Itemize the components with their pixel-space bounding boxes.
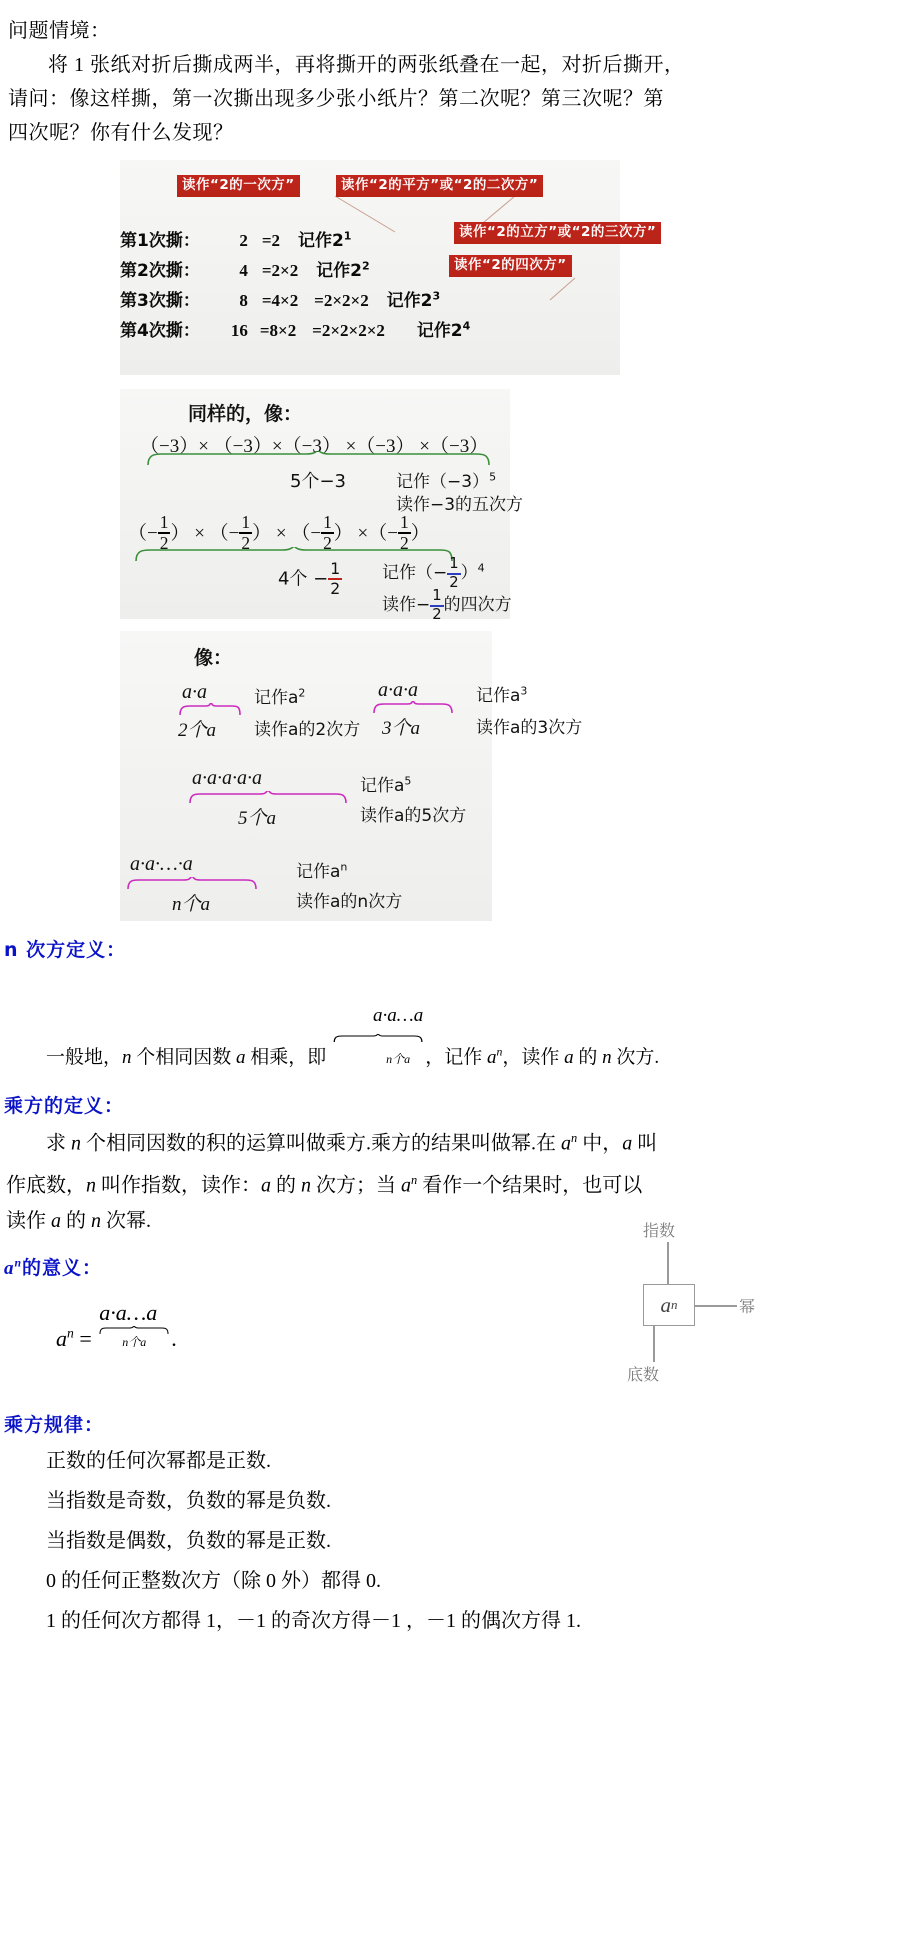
- an-eq-period: .: [171, 1326, 177, 1352]
- a-count-3: 5个a: [238, 808, 277, 829]
- note-neg3: [396, 467, 496, 492]
- fraction-half-1: $\frac{1}{2}$: [159, 512, 169, 554]
- diagram-power-box: [643, 1284, 695, 1326]
- a-note-4-exp: n: [340, 860, 348, 874]
- an-underbrace-label: n个a: [122, 1335, 147, 1350]
- pow1-a2: a: [561, 1132, 571, 1155]
- a-expr-3: a·a·a·a·a: [192, 767, 262, 789]
- tear-row-4: [120, 316, 470, 341]
- pow2-e: 的: [271, 1174, 301, 1197]
- callout-power-3: 读作“2的立方”或“2的三次方”: [454, 222, 661, 244]
- note-half-pre: 记作（−: [382, 562, 448, 583]
- nth-body-12: 次方.: [611, 1047, 660, 1068]
- an-heading-exp: n: [14, 1256, 23, 1270]
- power-rules-list: [0, 1441, 907, 1641]
- an-eq-exp: n: [67, 1325, 74, 1341]
- pow3-e: 次幂.: [101, 1210, 151, 1233]
- fraction-half-read: $\frac{1}{2}$: [432, 587, 442, 623]
- pow2-c: 叫作指数，读作：: [96, 1174, 261, 1197]
- tear-row-1-value: 2: [239, 231, 248, 250]
- tear-row-4-exp: 4: [462, 319, 471, 333]
- pow3-n: n: [91, 1210, 101, 1233]
- fraction-half-4: $\frac{1}{2}$: [399, 512, 409, 554]
- tear-row-2-note: 记作2: [316, 261, 362, 281]
- a-count-2: 3个a: [382, 718, 421, 739]
- pow1-a3: a: [622, 1132, 633, 1155]
- pow1-a: 求: [46, 1132, 71, 1155]
- diagram-exponent-symbol: n: [670, 1297, 678, 1313]
- count-half-text: 4个 −: [278, 568, 329, 590]
- note-neg3-text: 记作（−3）: [396, 472, 490, 492]
- power-definition-line-2: [6, 1162, 899, 1204]
- a-note-4: [296, 857, 347, 882]
- a-expr-1: a·a: [182, 681, 207, 703]
- pow1-h: 叫: [632, 1132, 658, 1155]
- an-underbrace-expr: a·a…a: [99, 1300, 158, 1326]
- nth-underbrace-label: n个a: [386, 1052, 411, 1066]
- pow3-a: 读作: [6, 1210, 51, 1233]
- pow3-a2: a: [51, 1210, 61, 1233]
- read-half-pre: 读作−: [382, 594, 431, 615]
- pow2-a3: a: [401, 1174, 411, 1197]
- an-underbrace: [97, 1300, 171, 1350]
- tear-row-3-expand2: =2×2×2: [314, 291, 369, 310]
- fraction-half-note: $\frac{1}{2}$: [449, 555, 459, 591]
- intro-line-1: 将 1 张纸对折后撕成两半，再将撕开的两张纸叠在一起，对折后撕开，: [48, 54, 685, 76]
- read-half: [382, 589, 512, 622]
- pow2-n: n: [86, 1174, 96, 1197]
- nth-body-1: 一般地，: [46, 1047, 123, 1068]
- expr-half: （− $\frac{1}{2}$ ） × （− $\frac{1}{2}$ ） × （− $\frac{1}{2}$ ） ×（− $\frac{1}{2}$ ）: [128, 512, 430, 554]
- note-neg3-exp: 5: [489, 470, 497, 484]
- tear-row-1-label: 第1次撕：: [120, 231, 200, 251]
- a-expr-2: a·a·a: [378, 679, 418, 701]
- an-heading-a: a: [4, 1258, 15, 1280]
- fraction-half-count: $\frac{1}{2}$: [330, 559, 341, 598]
- nth-body-5: 相乘，即: [245, 1047, 332, 1068]
- callout-power-1: 读作“2的一次方”: [177, 175, 300, 197]
- pow2-i: 看作一个结果时，也可以: [417, 1174, 643, 1197]
- same-title: 同样的，像：: [188, 403, 303, 425]
- tear-row-3-exp: 3: [432, 289, 441, 303]
- rule-item-3: 当指数是偶数，负数的幂是正数.: [46, 1530, 331, 1553]
- a-examples-slide: [120, 631, 583, 921]
- tear-row-3-value: 8: [239, 291, 248, 310]
- heading-power-definition: 乘方的定义：: [4, 1095, 125, 1117]
- heading-nth-power-definition: n 次方定义：: [4, 939, 127, 961]
- a-read-1: 读作a的2次方: [254, 720, 361, 740]
- diagram-line-right: [695, 1305, 737, 1307]
- fraction-half-3: $\frac{1}{2}$: [323, 512, 332, 554]
- tear-row-3: [120, 286, 440, 311]
- same-examples-slide: [120, 389, 524, 623]
- tear-row-2: [120, 256, 370, 281]
- a-note-3-pre: 记作a: [360, 776, 405, 796]
- a-read-4: 读作a的n次方: [296, 892, 403, 912]
- an-eq-a: a: [56, 1326, 67, 1352]
- pow2-n2: n: [301, 1174, 311, 1197]
- tear-row-1-note: 记作2: [297, 231, 344, 251]
- diagram-base-symbol: a: [660, 1292, 671, 1317]
- an-heading-b: 的意义：: [22, 1257, 103, 1280]
- a-note-1: [254, 683, 305, 708]
- read-half-post: 的四次方: [443, 594, 512, 615]
- power-definition-line-1: [6, 1120, 899, 1162]
- nth-power-definition-body: [6, 998, 899, 1077]
- a-note-3-exp: 5: [404, 774, 412, 788]
- an-equation: [56, 1300, 177, 1352]
- pow1-n: n: [71, 1132, 81, 1155]
- pow1-exp: n: [571, 1131, 578, 1145]
- a-examples-title: 像：: [194, 647, 233, 669]
- nth-body-n2: n: [602, 1047, 612, 1068]
- an-eq-sign: =: [73, 1326, 98, 1352]
- rule-item-1: 正数的任何次幂都是正数.: [46, 1450, 271, 1473]
- tear-row-4-value: 16: [230, 321, 248, 340]
- rule-item-2: 当指数是奇数，负数的幂是负数.: [46, 1490, 331, 1513]
- tear-row-1-exp: 1: [343, 229, 352, 243]
- tear-row-4-note: 记作2: [416, 321, 463, 341]
- fraction-half-2: $\frac{1}{2}$: [241, 512, 251, 554]
- pow2-exp: n: [411, 1172, 418, 1187]
- callout-power-2: 读作“2的平方”或“2的二次方”: [336, 175, 543, 197]
- intro-heading: 问题情境：: [8, 20, 111, 42]
- pow3-c: 的: [61, 1210, 91, 1233]
- a-note-2: [476, 681, 527, 706]
- pow1-f: 中，: [577, 1132, 623, 1155]
- tear-row-4-expand2: =2×2×2×2: [312, 321, 385, 340]
- a-read-2: 读作a的3次方: [476, 718, 583, 738]
- a-note-2-pre: 记作a: [476, 686, 521, 706]
- tear-row-1: [120, 226, 351, 251]
- tear-row-2-exp: 2: [361, 259, 370, 273]
- note-half-exp: 4: [477, 561, 485, 575]
- tear-row-3-note: 记作2: [386, 291, 433, 311]
- tear-row-4-expand: =8×2: [259, 321, 297, 340]
- intro-section: [0, 10, 907, 150]
- pow2-a2: a: [261, 1174, 271, 1197]
- exponent-anatomy-diagram: [587, 1222, 777, 1397]
- nth-body-8: ，读作: [502, 1047, 565, 1068]
- heading-power-rules: 乘方规律：: [4, 1414, 105, 1437]
- expr-neg3: （−3）× （−3）×（−3） ×（−3） ×（−3）: [140, 436, 489, 457]
- callout-power-4: 读作“2的四次方”: [449, 255, 572, 277]
- a-note-3: [360, 771, 411, 796]
- read-neg3: 读作−3的五次方: [396, 495, 524, 515]
- a-read-3: 读作a的5次方: [360, 806, 467, 826]
- underbrace-neg3-icon: [146, 451, 491, 467]
- note-half: 记作（− $\frac{1}{2}$ ）$^4$: [382, 555, 485, 591]
- nth-body-10: 的: [573, 1047, 603, 1068]
- diagram-line-top: [667, 1242, 669, 1284]
- tear-row-2-label: 第2次撕：: [120, 261, 200, 281]
- pow2-a: 作底数，: [6, 1174, 86, 1197]
- tear-row-1-expand: =2: [261, 231, 281, 250]
- nth-underbrace: [331, 998, 425, 1077]
- nth-body-n: n: [122, 1047, 132, 1068]
- diagram-label-power: 幂: [739, 1297, 756, 1317]
- a-note-2-exp: 3: [520, 684, 528, 698]
- tear-row-3-label: 第3次撕：: [120, 291, 200, 311]
- diagram-label-base: 底数: [627, 1365, 660, 1385]
- rule-item-5: 1 的任何次方都得 1，－1 的奇次方得－1 ，－1 的偶次方得 1.: [46, 1610, 581, 1633]
- intro-line-3: 四次呢？你有什么发现？: [8, 122, 234, 144]
- intro-line-2: 请问：像这样撕，第一次撕出现多少张小纸片？第二次呢？第三次呢？第: [8, 88, 664, 110]
- count-neg3: 5个−3: [290, 471, 346, 492]
- a-count-1: 2个a: [178, 720, 217, 741]
- tear-row-3-expand: =4×2: [261, 291, 299, 310]
- a-count-4: n个a: [172, 894, 211, 915]
- a-expr-4: a·a·…·a: [130, 853, 193, 875]
- rule-item-4: 0 的任何正整数次方（除 0 外）都得 0.: [46, 1570, 381, 1593]
- a-note-1-exp: 2: [298, 686, 306, 700]
- nth-body-exp: n: [496, 1045, 503, 1059]
- tearing-slide: [120, 160, 657, 375]
- pow1-c: 个相同因数的积的运算叫做乘方: [81, 1132, 366, 1155]
- nth-body-6: ，记作: [425, 1047, 487, 1068]
- tear-row-4-label: 第4次撕：: [120, 321, 200, 341]
- pow2-g: 次方；当: [311, 1174, 401, 1197]
- a-note-4-pre: 记作a: [296, 862, 341, 882]
- pow1-d: .乘方的结果叫做幂.在: [366, 1132, 561, 1155]
- nth-body-3: 个相同因数: [131, 1047, 237, 1068]
- nth-body-a2: a: [486, 1047, 497, 1068]
- diagram-label-exponent: 指数: [643, 1221, 676, 1241]
- tear-row-2-expand: =2×2: [261, 261, 299, 280]
- count-half: [278, 561, 342, 596]
- nth-underbrace-expr: a·a…a: [373, 1005, 424, 1026]
- a-note-1-pre: 记作a: [254, 688, 299, 708]
- diagram-line-bottom: [653, 1326, 655, 1362]
- nth-body-a3: a: [564, 1047, 574, 1068]
- tear-row-2-value: 4: [239, 261, 248, 280]
- nth-body-a: a: [236, 1047, 246, 1068]
